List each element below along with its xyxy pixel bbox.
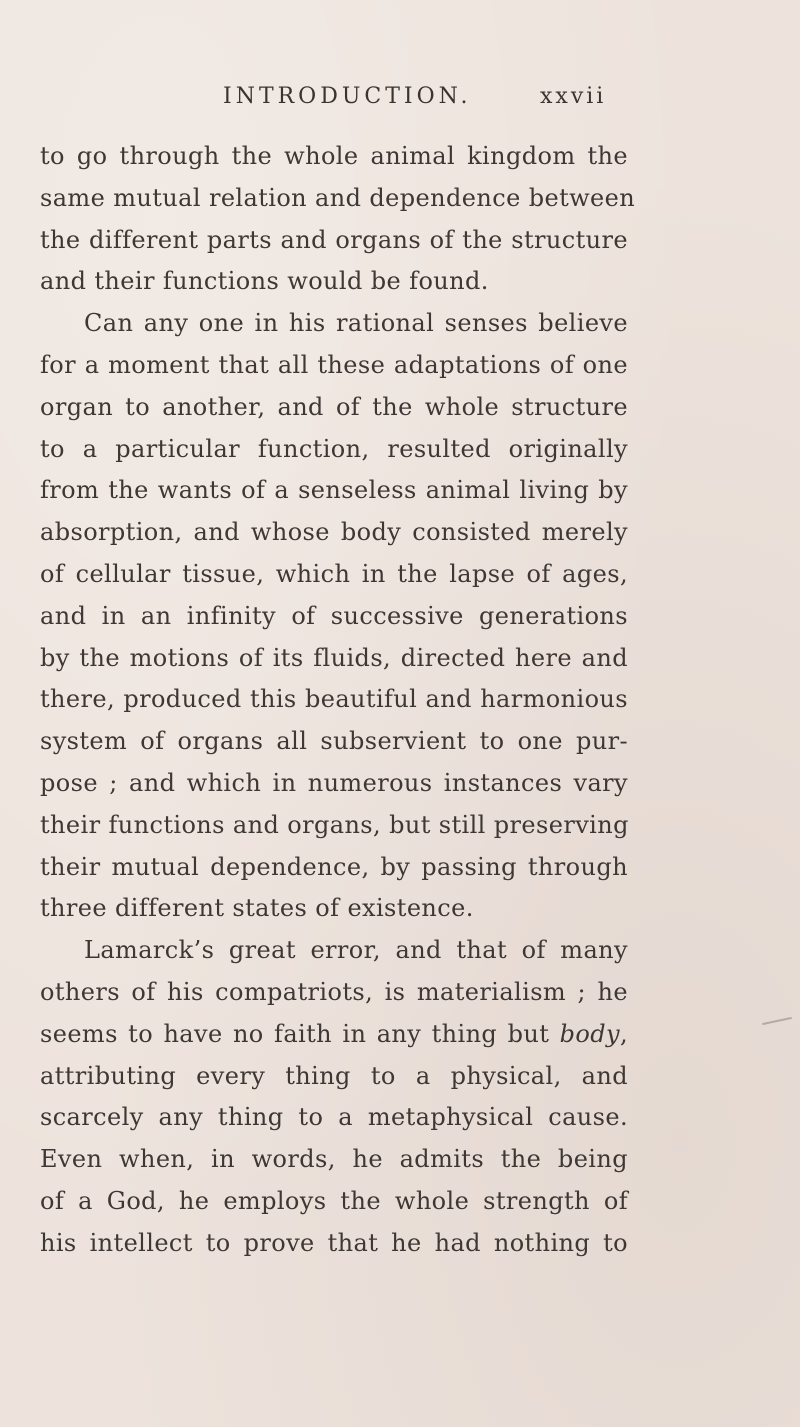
text-line: to go through the whole animal kingdom the xyxy=(40,142,628,170)
italic-word: body xyxy=(559,1019,620,1048)
text-line: there, produced this beautiful and harmonious xyxy=(40,685,628,714)
text-line: Even when, in words, he admits the being xyxy=(40,1145,628,1174)
text-line: for a moment that all these adaptations of one xyxy=(40,350,628,379)
text-line: from the wants of a senseless animal living by xyxy=(40,476,628,505)
text-line: scarcely any thing to a metaphysical cause. xyxy=(40,1103,628,1132)
text-fragment: seems to have no faith in any thing but xyxy=(40,1019,560,1048)
text-line: of cellular tissue, which in the lapse of ages, xyxy=(40,559,628,588)
text-line: system of organs all subservient to one pur- xyxy=(40,727,628,756)
text-line: same mutual relation and dependence between xyxy=(40,183,636,212)
paragraph-start-line: Can any one in his rational senses believe xyxy=(84,309,628,338)
running-head xyxy=(0,84,800,118)
text-line: others of his compatriots, is materialism ; he xyxy=(40,977,628,1006)
body-text xyxy=(40,136,636,1265)
running-head-title: INTRODUCTION. xyxy=(223,84,472,109)
text-line: attributing every thing to a physical, and xyxy=(40,1061,628,1090)
page-blemish xyxy=(762,1017,792,1025)
page-number: xxvii xyxy=(540,84,607,109)
text-line: three different states of existence. xyxy=(40,894,474,923)
text-line: and their functions would be found. xyxy=(40,267,489,296)
text-line: their functions and organs, but still preserving xyxy=(40,810,629,839)
text-line: absorption, and whose body consisted merely xyxy=(40,518,628,547)
paragraph-start-line: Lamarck’s great error, and that of many xyxy=(84,936,628,965)
text-line: by the motions of its fluids, directed here and xyxy=(40,643,628,672)
text-line: to a particular function, resulted originally xyxy=(40,434,628,463)
text-line: his intellect to prove that he had nothing to xyxy=(40,1228,628,1257)
text-line: of a God, he employs the whole strength of xyxy=(40,1186,628,1215)
text-fragment: , xyxy=(619,1019,628,1048)
text-line: and in an infinity of successive generations xyxy=(40,601,628,630)
text-line: their mutual dependence, by passing through xyxy=(40,852,628,881)
text-line-with-italic xyxy=(40,1014,628,1056)
text-line: pose ; and which in numerous instances vary xyxy=(40,768,628,797)
text-line: the different parts and organs of the structure xyxy=(40,225,628,254)
text-line: organ to another, and of the whole structure xyxy=(40,392,628,421)
